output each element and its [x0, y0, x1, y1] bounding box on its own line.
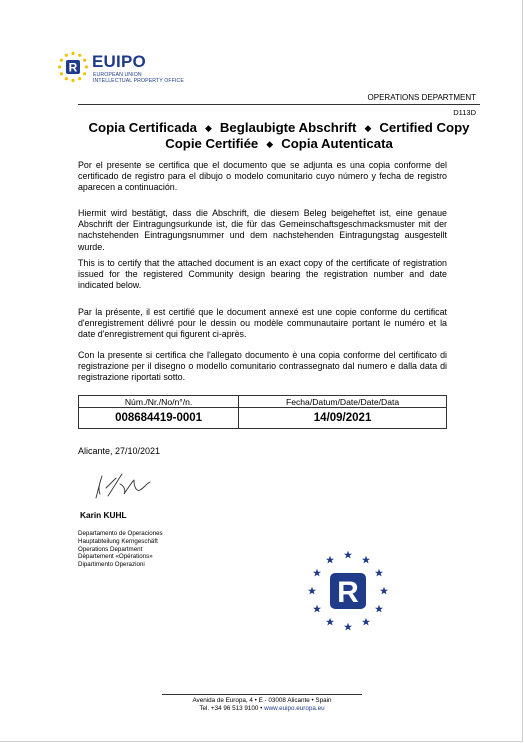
registration-table [78, 395, 447, 429]
brand-subtitle: EUROPEAN UNION INTELLECTUAL PROPERTY OFFICE [93, 72, 184, 84]
footer-contact: Tel. +34 96 513 9100 • www.euipo.europa.eu [199, 705, 325, 712]
svg-text:R: R [337, 576, 359, 609]
title-fr: Copie Certifiée [165, 136, 259, 151]
website-link[interactable]: www.euipo.europa.eu [264, 705, 325, 712]
registration-number: 008684419-0001 [79, 408, 239, 429]
footer-address: Avenida de Europa, 4 • E - 03008 Alicante • Spain [192, 697, 332, 704]
header-rule [78, 104, 480, 105]
paragraph-fr: Par la présente, il est certifié que le document annexé est une copie conforme du certificat d'enregistrement délivré pour le dessin ou modèle communautaire portant le numéro et la date d'enregistrement qui figurent ci-après. [78, 307, 447, 340]
department-line: Département «Opérations» [78, 553, 153, 561]
title-de: Beglaubigte Abschrift [219, 120, 357, 135]
department-line: Dipartimento Operazioni [78, 561, 145, 569]
euipo-logo [56, 50, 196, 90]
title-es: Copia Certificada [88, 120, 197, 135]
signatory-name: Karin KUHL [80, 510, 127, 520]
title-en: Certified Copy [379, 120, 470, 135]
paragraph-es: Por el presente se certifica que el documento que se adjunta es una copia conforme del certificado de registro para el dibujo o modelo comunitario cuyo número y fecha de registro aparecen a continuación. [78, 160, 447, 193]
registration-date: 14/09/2021 [239, 408, 447, 429]
footer-rule [162, 694, 362, 695]
paragraph-it: Con la presente si certifica che l'allegato documento è una copia conforme del certificato di registrazione per il disegno o modello comunitario contrassegnato dal numero e dalla data di registrazione riportati sotto. [78, 350, 447, 383]
svg-text:R: R [68, 60, 78, 75]
signatory-departments [78, 530, 163, 569]
department-line: Hauptabteilung Kerngeschäft [78, 537, 158, 545]
certificate-titles [78, 120, 480, 152]
paragraph-de: Hiermit wird bestätigt, dass die Abschrift, die diesem Beleg beigeheftet ist, eine genaue Abschrift der Eintragungsurkunde ist, die für das Gemeinschaftsgeschmacksmuster mit der nachstehenden Eintragungsnummer und dem nachstehenden Eintragungstag ausgestellt wurde. [78, 208, 447, 252]
department-line: Operations Department [78, 545, 143, 553]
department-line: Departamento de Operaciones [78, 530, 163, 537]
diamond-separator-icon: ◆ [364, 123, 372, 133]
euipo-emblem-icon [56, 50, 90, 84]
paragraph-en: This is to certify that the attached document is an exact copy of the certificate of registration issued for the registered Community design bearing the registration number and date indicated below. [78, 258, 447, 291]
title-it: Copia Autenticata [281, 136, 393, 151]
handwritten-signature [88, 470, 158, 502]
diamond-separator-icon: ◆ [204, 123, 212, 133]
registration-number-header: Núm./Nr./No/n°/n. [79, 396, 239, 408]
document-code: D113D [453, 108, 476, 117]
registration-date-header: Fecha/Datum/Date/Date/Data [239, 396, 447, 408]
department-label: OPERATIONS DEPARTMENT [367, 93, 476, 102]
issue-place-date: Alicante, 27/10/2021 [78, 446, 161, 456]
brand-wordmark: EUIPO [92, 52, 146, 71]
footer [100, 697, 424, 713]
diamond-separator-icon: ◆ [266, 139, 274, 149]
euipo-seal-icon [298, 548, 398, 638]
